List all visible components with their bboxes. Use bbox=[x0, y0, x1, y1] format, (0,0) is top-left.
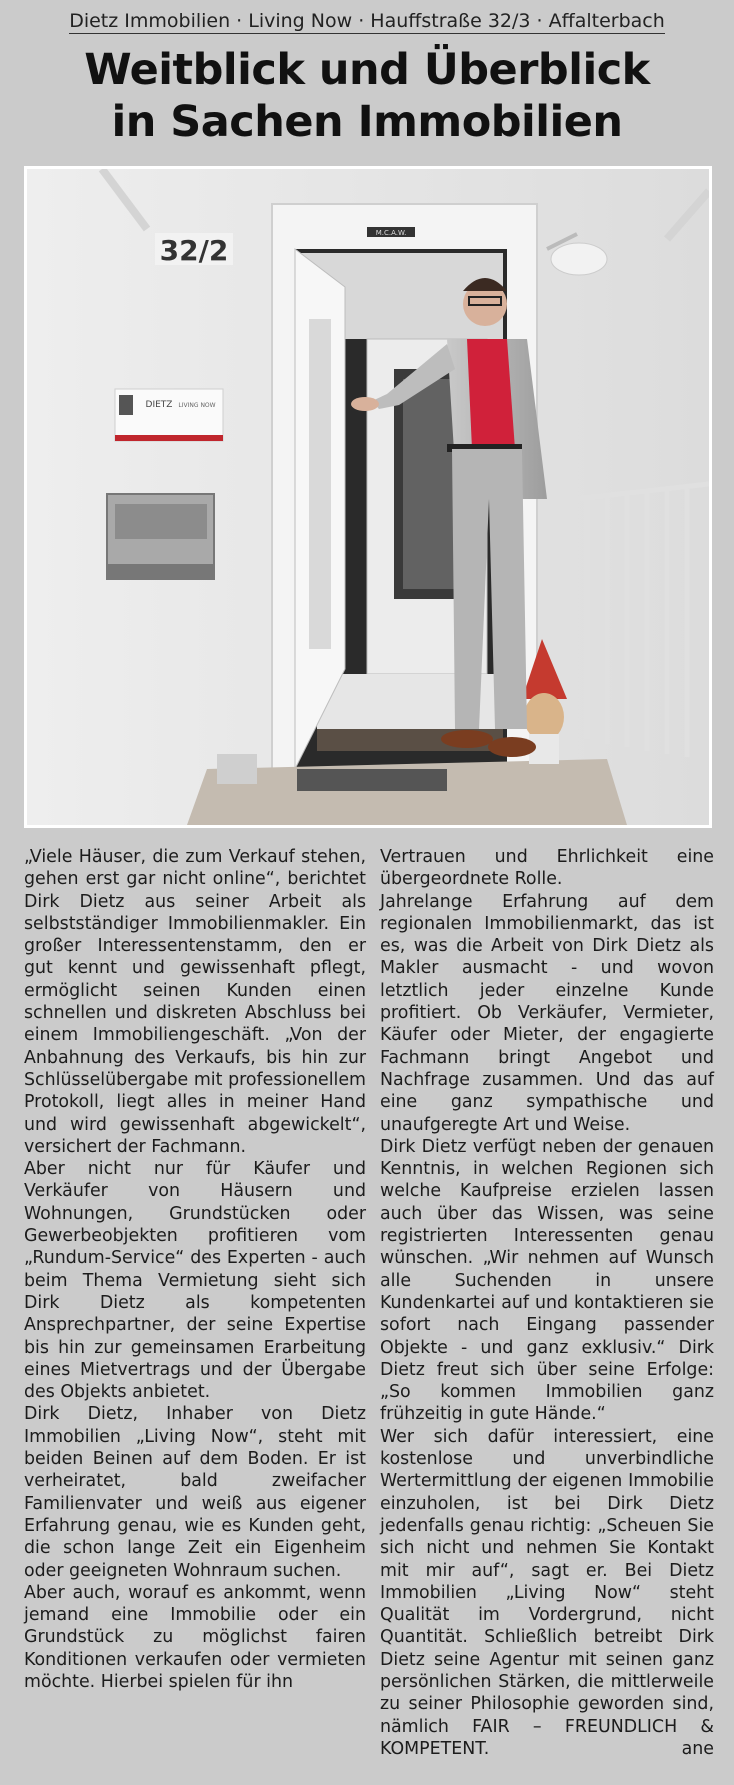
house-number: 32/2 bbox=[159, 234, 229, 267]
doormat bbox=[297, 769, 447, 791]
plaque-sub: LIVING NOW bbox=[178, 402, 216, 409]
headline-line-1: Weitblick und Überblick bbox=[84, 45, 650, 95]
kicker-text: Dietz Immobilien · Living Now · Hauffstraße 32/3 · Affalterbach bbox=[69, 10, 665, 32]
paragraph: Dirk Dietz, Inhaber von Dietz Immobilien „Living Now“, steht mit beiden Beinen auf dem Boden. Er ist verheiratet, bald zweifacher Familienvater und weiß aus eigener Erfahrung genau, wie es Kunden geht, die schon lange Zeit ein Eigenheim oder geeigneten Wohnraum suchen. bbox=[24, 1404, 366, 1581]
plaque-name: DIETZ bbox=[145, 400, 173, 410]
paragraph: Vertrauen und Ehrlichkeit eine übergeordnete Rolle. bbox=[380, 847, 714, 890]
photo-illustration bbox=[27, 169, 709, 825]
headline-line-2: in Sachen Immobilien bbox=[111, 97, 623, 147]
paragraph-text: Wer sich dafür interessiert, eine kostenlose und unverbindliche Wertermittlung der eigenen Immobilie einzuholen, ist bei Dirk Dietz jedenfalls genau richtig: „Scheuen Sie sich nicht und nehmen Sie Kontakt mit mir auf“, sagt er. Bei Dietz Immobilien „Living Now“ steht Qualität im Vordergrund, nicht Quantität. Schließlich betreibt Dirk Dietz seine Agentur mit seinen ganz persönlichen Stärken, die mittlerweile zu seiner Philosophie geworden sind, nämlich FAIR – FREUNDLICH & KOMPETENT. bbox=[380, 1426, 714, 1759]
door-sign-text: M.C.A.W. bbox=[375, 229, 407, 237]
paragraph: „Viele Häuser, die zum Verkauf stehen, gehen erst gar nicht online“, berichtet Dirk Dietz aus seiner Arbeit als selbstständiger Immobilienmakler. Ein großer Interessentenstamm, den er gut kennt und gewissenhaft pflegt, ermöglicht seinen Kunden einen schnellen und diskreten Abschluss bei einem Immobiliengeschäft. „Von der Anbahnung des Verkaufs, bis hin zur Schlüsselübergabe mit professionellem Protokoll, liegt alles in meiner Hand und wird gewissenhaft abgewickelt“, versichert der Fachmann. bbox=[24, 847, 366, 1157]
article-column-left bbox=[24, 846, 366, 1693]
paragraph: Aber nicht nur für Käufer und Verkäufer von Häusern und Wohnungen, Grundstücken oder Gewerbeobjekten profitieren vom „Rundum-Service“ des Experten - auch beim Thema Vermietung sieht sich Dirk Dietz als kompetenten Ansprechpartner, der seine Expertise bis hin zur gemeinsamen Erarbeitung eines Mietvertrags und der Übergabe des Objekts anbietet. bbox=[24, 1159, 366, 1403]
paragraph: Jahrelange Erfahrung auf dem regionalen Immobilienmarkt, das ist es, was die Arbeit von Dirk Dietz als Makler ausmacht - und wovon letztlich jeder einzelne Kunde profitiert. Ob Verkäufer, Vermieter, Käufer oder Mieter, der engagierte Fachmann bringt Angebot und Nachfrage zusammen. Und das auf eine ganz sympathische und unaufgeregte Art und Weise. bbox=[380, 891, 714, 1135]
paragraph bbox=[380, 1426, 714, 1760]
paragraph: Aber auch, worauf es ankommt, wenn jemand eine Immobilie oder ein Grundstück zu möglichst fairen Konditionen verkaufen oder vermieten möchte. Hierbei spielen für ihn bbox=[24, 1582, 366, 1692]
kicker-line bbox=[0, 10, 734, 32]
article-photo bbox=[24, 166, 712, 828]
headline bbox=[0, 44, 734, 148]
article-column-right bbox=[380, 846, 714, 1760]
paragraph: Dirk Dietz verfügt neben der genauen Kenntnis, in welchen Regionen sich welche Kaufpreise erzielen lassen auch über das Wissen, was seine registrierten Interessenten genau wünschen. „Wir nehmen auf Wunsch alle Suchenden in unsere Kundenkartei auf und kontaktieren sie sofort nach Eingang passender Objekte - und ganz exklusiv.“ Dirk Dietz freut sich über seine Erfolge: „So kommen Immobilien ganz frühzeitig in gute Hände.“ bbox=[380, 1136, 714, 1425]
author-signature: ane bbox=[681, 1738, 714, 1759]
wall-lamp bbox=[551, 243, 607, 275]
